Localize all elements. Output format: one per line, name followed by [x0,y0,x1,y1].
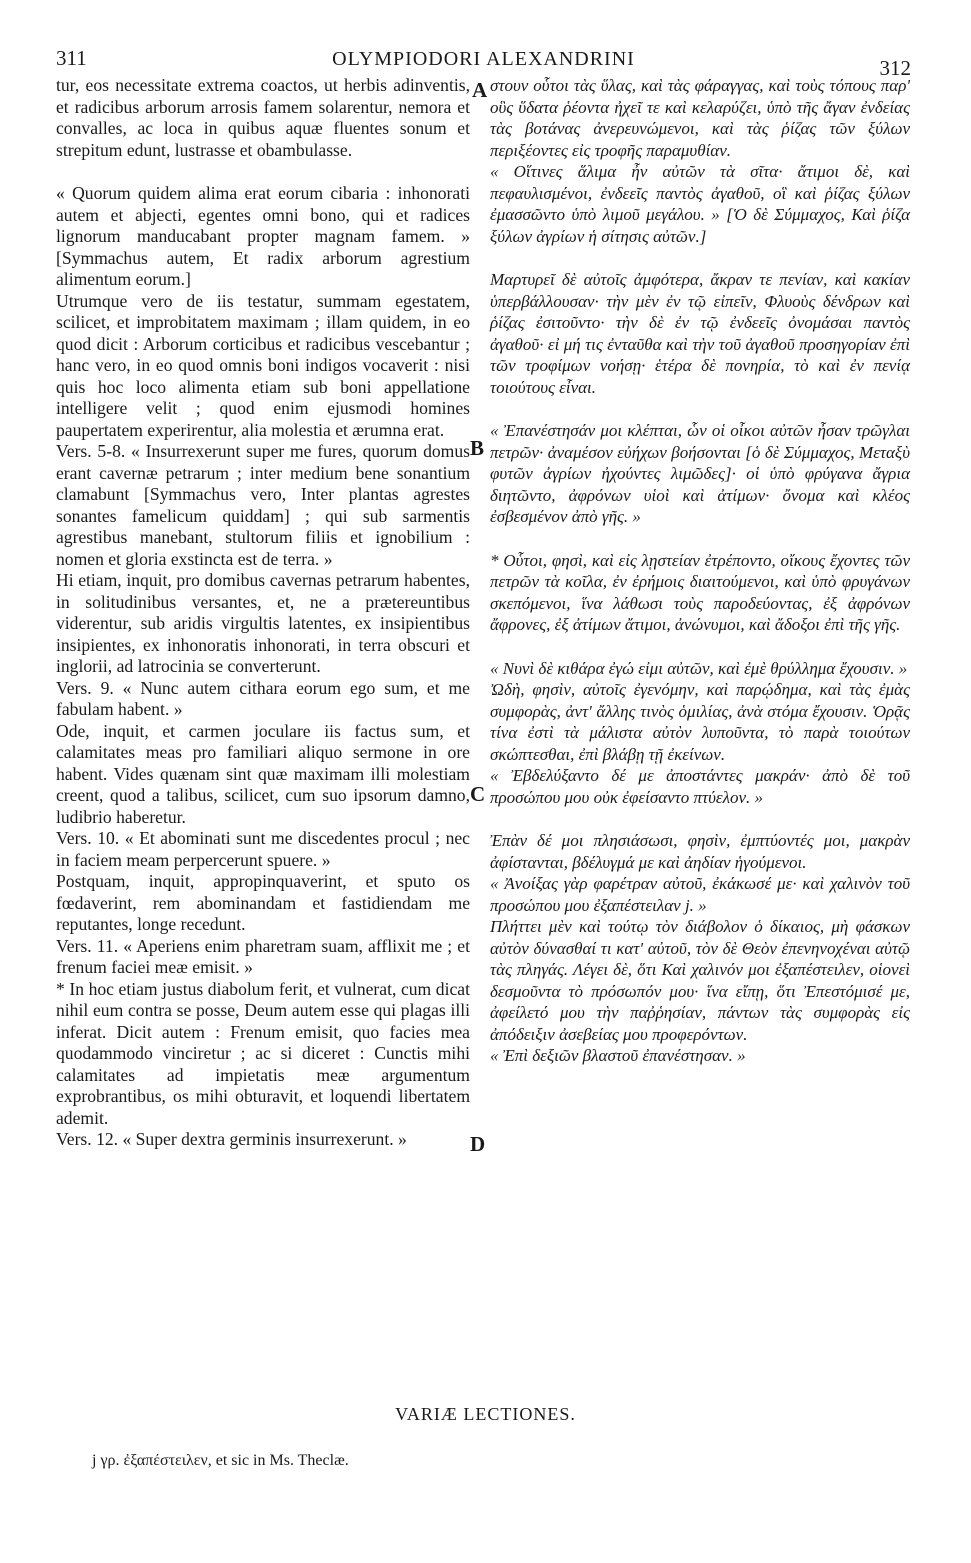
latin-column [56,75,470,1151]
greek-column [490,75,910,1067]
variant-reading-note: j γρ. ἐξαπέστειλεν, et sic in Ms. Theclæ. [92,1452,349,1469]
latin-paragraph: * In hoc etiam justus diabolum ferit, et vulnerat, cum dicat nihil eum contra se posse, Deum autem esse qui plagas illi inferat. Dicit autem : Frenum emisit, quo facies mea quodammodo vinciretur ; ac si diceret : Cunctis mihi calamitates ad impietatis meæ argumentum exprobrantibus, os mihi obturavit, et loquendi libertatem ademit. [56,978,470,1128]
latin-paragraph: Vers. 5-8. « Insurrexerunt super me fures, quorum domus erant cavernæ petrarum ; inter medium bene sonantium clamabunt [Symmachus vero, Inter plantas agrestes sonantes famelicum quiddam] ; qui sub sarmentis agrestibus manebant, stultorum filiis et ignobilium : nomen et gloria exstincta est de terra. » [56,441,470,569]
greek-paragraph: « Νυνὶ δὲ κιθάρα ἐγώ εἰμι αὐτῶν, καὶ ἐμὲ θρύλλημα ἔχουσιν. » [490,658,908,678]
latin-paragraph: Hi etiam, inquit, pro domibus cavernas petrarum habentes, in solitudinibus versantes, et, ne a prætereuntibus viderentur, sub aridis virgultis latentes, ex insipientibus insipientes, ex inhonoratis inhonorati, in terra obscuri et inglorii, ad latrocinia se converterunt. [56,570,470,676]
greek-paragraph: « Οἵτινες ἅλιμα ἦν αὐτῶν τὰ σῖτα· ἄτιμοι δὲ, καὶ πεφαυλισμένοι, ἐνδεεῖς παντὸς ἀγαθοῦ, οἳ καὶ ῥίζας ξύλων ἐμασσῶντο ὑπὸ λιμοῦ μεγάλου. » [Ὁ δὲ Σύμμαχος, Καὶ ῥίζα ξύλων ἀγρίων ἡ σίτησις αὐτῶν.] [490,162,910,246]
section-marker-d: D [470,1132,486,1156]
greek-paragraph: « Ἐπανέστησάν μοι κλέπται, ὧν οἱ οἶκοι αὐτῶν ἦσαν τρῶγλαι πετρῶν· ἀναμέσον εὐήχων βοήσονται [ὁ δὲ Σύμμαχος, Μεταξὺ φυτῶν ἀγρίων ἠχούντες λιμῶδες]· οἱ ὑπὸ φρύγανα ἄγρια διητῶντο, ἀφρόνων υἱοὶ καὶ ἀτίμων· ὄνομα καὶ κλέος ἐσβεσμένον ἀπὸ γῆς. » [490,421,910,526]
latin-paragraph: Utrumque vero de iis testatur, summam egestatem, scilicet, et improbitatem maximam ; illam quidem, in eo quod dicit : Arborum corticibus et radicibus vescebantur ; hanc vero, in eo quod omnis boni indigos vocaverit : nisi quis hoc loco alimenta etiam sub boni appellatione intelligere velit ; quod enim ejusmodi homines paupertatem experirentur, alia molestia et ærumna erat. [56,290,470,440]
running-title: OLYMPIODORI ALEXANDRINI [332,48,635,70]
greek-paragraph: « Ἀνοίξας γὰρ φαρέτραν αὐτοῦ, ἐκάκωσέ με· καὶ χαλινὸν τοῦ προσώπου μου ἐξαπέστειλαν j. » [490,874,910,915]
section-marker-a: A [472,78,488,102]
greek-paragraph: Ἐπὰν δέ μοι πλησιάσωσι, φησὶν, ἐμπτύοντές μοι, μακρὰν ἀφίστανται, βδέλυγμά με καὶ ἀηδίαν ἡγούμενοι. [490,831,910,872]
latin-paragraph: Vers. 9. « Nunc autem cithara eorum ego sum, et me fabulam habent. » [56,677,470,719]
greek-paragraph: Μαρτυρεῖ δὲ αὐτοῖς ἀμφότερα, ἄκραν τε πενίαν, καὶ κακίαν ὑπερβάλλουσαν· τὴν μὲν ἐν τῷ εἰπεῖν, Φλυοὺς δένδρων καὶ ῥίζας ἐσιτοῦντο· τὴν δὲ ἐν τῷ ἐνδεεῖς ὀνομάσαι παντὸς ἀγαθοῦ· εἰ μή τις ἐνταῦθα καὶ τὴν τοῦ ἀγαθοῦ προσηγορίαν ἐπὶ τῶν τροφίμων νοήσῃ· ἑτέρα δὲ πονηρία, τὸ καὶ ἐν πενίᾳ τοιούτους εἶναι. [490,270,910,397]
latin-paragraph: tur, eos necessitate extrema coactos, ut herbis adinventis, et radicibus arborum arrosis famem solarentur, nemora et convalles, ac loca in quibus aquæ fluentes sonum et strepitum edunt, lustrasse et obambulasse. [56,75,470,160]
latin-paragraph: « Quorum quidem alima erat eorum cibaria : inhonorati autem et abjecti, egentes omni bono, qui et radices lignorum manducabant propter magnam famem. » [Symmachus autem, Et radix arborum agrestium alimentum eorum.] [56,183,470,289]
latin-paragraph: Vers. 12. « Super dextra germinis insurrexerunt. » [56,1129,407,1149]
running-header [56,46,911,80]
greek-paragraph: « Ἐβδελύξαντο δέ με ἀποστάντες μακράν· ἀπὸ δὲ τοῦ προσώπου μου οὐκ ἐφείσαντο πτύελον. » [490,766,910,807]
section-marker-b: B [470,436,485,460]
page-number-left: 311 [56,46,87,70]
greek-paragraph: στουν οὗτοι τὰς ὕλας, καὶ τὰς φάραγγας, καὶ τοὺς τόπους παρ' οὓς ὕδατα ῥέοντα ἠχεῖ τε καὶ κελαρύζει, ὑπὸ τῆς ἄγαν ἐνδείας τὰς βοτάνας ἀνερευνώμενοι, καὶ τὰς ῥίζας τῶν ξύλων περιξέοντες εἰς τροφῆς παραμυθίαν. [490,76,910,160]
latin-paragraph: Vers. 10. « Et abominati sunt me discedentes procul ; nec in faciem meam perpercerunt spuere. » [56,828,470,870]
section-marker-c: C [470,782,486,806]
latin-paragraph: Vers. 11. « Aperiens enim pharetram suam, afflixit me ; et frenum faciei meæ emisit. » [56,935,470,977]
greek-paragraph: « Ἐπὶ δεξιῶν βλαστοῦ ἐπανέστησαν. » [490,1046,746,1065]
greek-paragraph: Πλήττει μὲν καὶ τούτῳ τὸν διάβολον ὁ δίκαιος, μὴ φάσκων αὐτὸν δύνασθαί τι κατ' αὐτοῦ, τὸν δὲ Θεὸν ἐπενηνοχέναι αὐτῷ τὰς πληγάς. Λέγει δὲ, ὅτι Καὶ χαλινόν μοι ἐξαπέστειλεν, οἱονεὶ δεσμοῦντα τὸ πρόσωπόν μου· ἵνα εἴπῃ, ὅτι Ἐπεστόμισέ με, ἀφείλετό μου τὴν παῤῥησίαν, πάντων τὰς συμφορὰς εἰς ἀπόδειξιν ἀσεβείας μου προφερόντων. [490,917,910,1044]
latin-paragraph: Postquam, inquit, appropinquaverint, et sputo os fœdaverint, rem abominandam et fastidiendam me reputantes, longe recedunt. [56,871,470,934]
variae-lectiones-heading: VARIÆ LECTIONES. [395,1404,576,1424]
page-number-right: 312 [879,56,911,80]
latin-paragraph: Ode, inquit, et carmen joculare iis factus sum, et calamitates meas pro familiari aliquo sermone in ore habent. Vides quænam sint quæ maximam illi molestiam creent, quod a talibus, scilicet, cum suo ipsorum damno, ludibrio haberetur. [56,720,470,827]
greek-paragraph: * Οὗτοι, φησὶ, καὶ εἰς λῃστείαν ἐτρέποντο, οἴκους ἔχοντες τῶν πετρῶν τὰ κοῖλα, ἐν ἐρήμοις διαιτούμενοι, καὶ ὑπὸ φρυγάνων σκεπόμενοι, ἵνα λάθωσι τοὺς παροδεύοντας, ἐξ ἀφρόνων ἄφρονες, ἐξ ἀτίμων ἄτιμοι, ἀνώνυμοι, καὶ ἄδοξοι ἐπὶ τῆς γῆς. [490,550,910,634]
greek-paragraph: Ὠδὴ, φησὶν, αὐτοῖς ἐγενόμην, καὶ παρῴδημα, καὶ τὰς ἐμὰς συμφορὰς, ἀντ' ἄλλης τινὸς ὁμιλίας, ἀνὰ στόμα ἔχουσιν. Ὁρᾷς τίνα ἐστὶ τὰ μάλιστα αὐτὸν λυποῦντα, τὸ παρὰ τοιούτων σκώπτεσθαι, ἐπὶ βλάβῃ τῇ ἐκείνων. [490,680,910,764]
